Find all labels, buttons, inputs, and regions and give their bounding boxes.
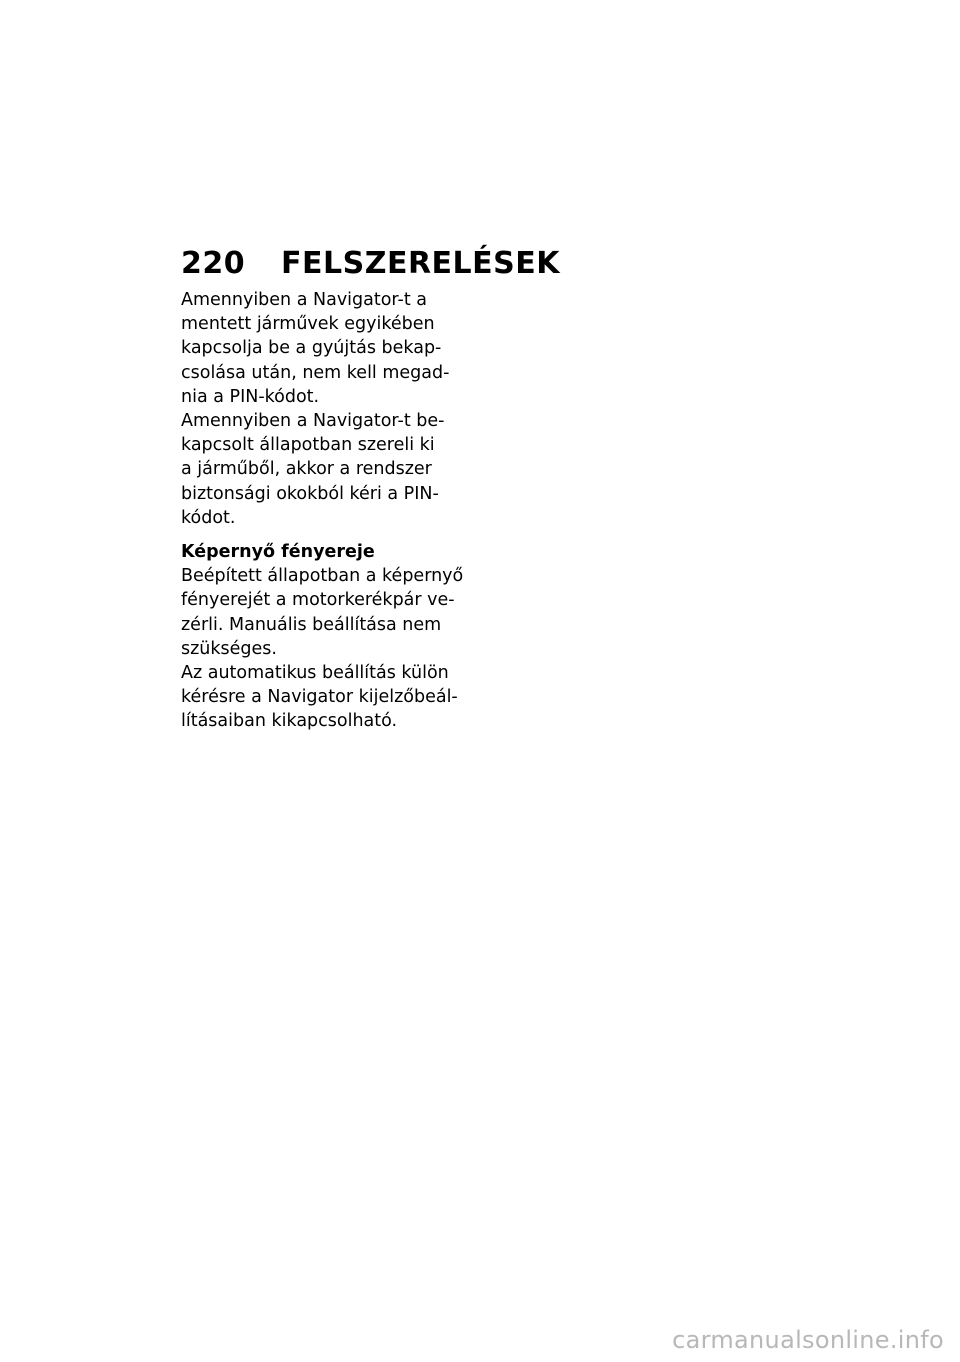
- page-content: [181, 288, 471, 734]
- section-heading-brightness: Képernyő fényereje: [181, 542, 375, 563]
- text-line: nia a PIN-kódot.: [181, 386, 320, 407]
- text-line: zérli. Manuális beállítása nem: [181, 614, 442, 635]
- text-line: kérésre a Navigator kijelzőbeál-: [181, 687, 458, 708]
- text-line: lításaiban kikapcsolható.: [181, 711, 398, 732]
- text-line: mentett járművek egyikében: [181, 314, 435, 335]
- text-line: fényerejét a motorkerékpár ve-: [181, 590, 455, 611]
- text-line: Amennyiben a Navigator-t a: [181, 290, 427, 310]
- watermark-link[interactable]: carmanualsonline.info: [672, 1326, 944, 1354]
- text-line: szükséges.: [181, 638, 277, 659]
- page-number: 220: [181, 246, 246, 281]
- text-line: kapcsolt állapotban szereli ki: [181, 435, 435, 456]
- paragraph-pin-request: [181, 409, 471, 530]
- text-line: Amennyiben a Navigator-t be-: [181, 411, 445, 432]
- text-line: biztonsági okokból kéri a PIN-: [181, 483, 439, 504]
- section-spacer: [181, 530, 471, 540]
- text-line: kódot.: [181, 507, 236, 528]
- paragraph-saved-vehicles: [181, 288, 471, 409]
- text-line: csolása után, nem kell megad-: [181, 362, 450, 383]
- chapter-title: FELSZERELÉSEK: [281, 246, 561, 281]
- paragraph-brightness-auto: [181, 661, 471, 734]
- text-line: kapcsolja be a gyújtás bekap-: [181, 338, 442, 359]
- text-line: Beépített állapotban a képernyő: [181, 566, 464, 587]
- text-line: a járműből, akkor a rendszer: [181, 459, 432, 480]
- paragraph-brightness-built-in: [181, 564, 471, 661]
- page-header: [181, 244, 601, 284]
- text-line: Az automatikus beállítás külön: [181, 663, 449, 684]
